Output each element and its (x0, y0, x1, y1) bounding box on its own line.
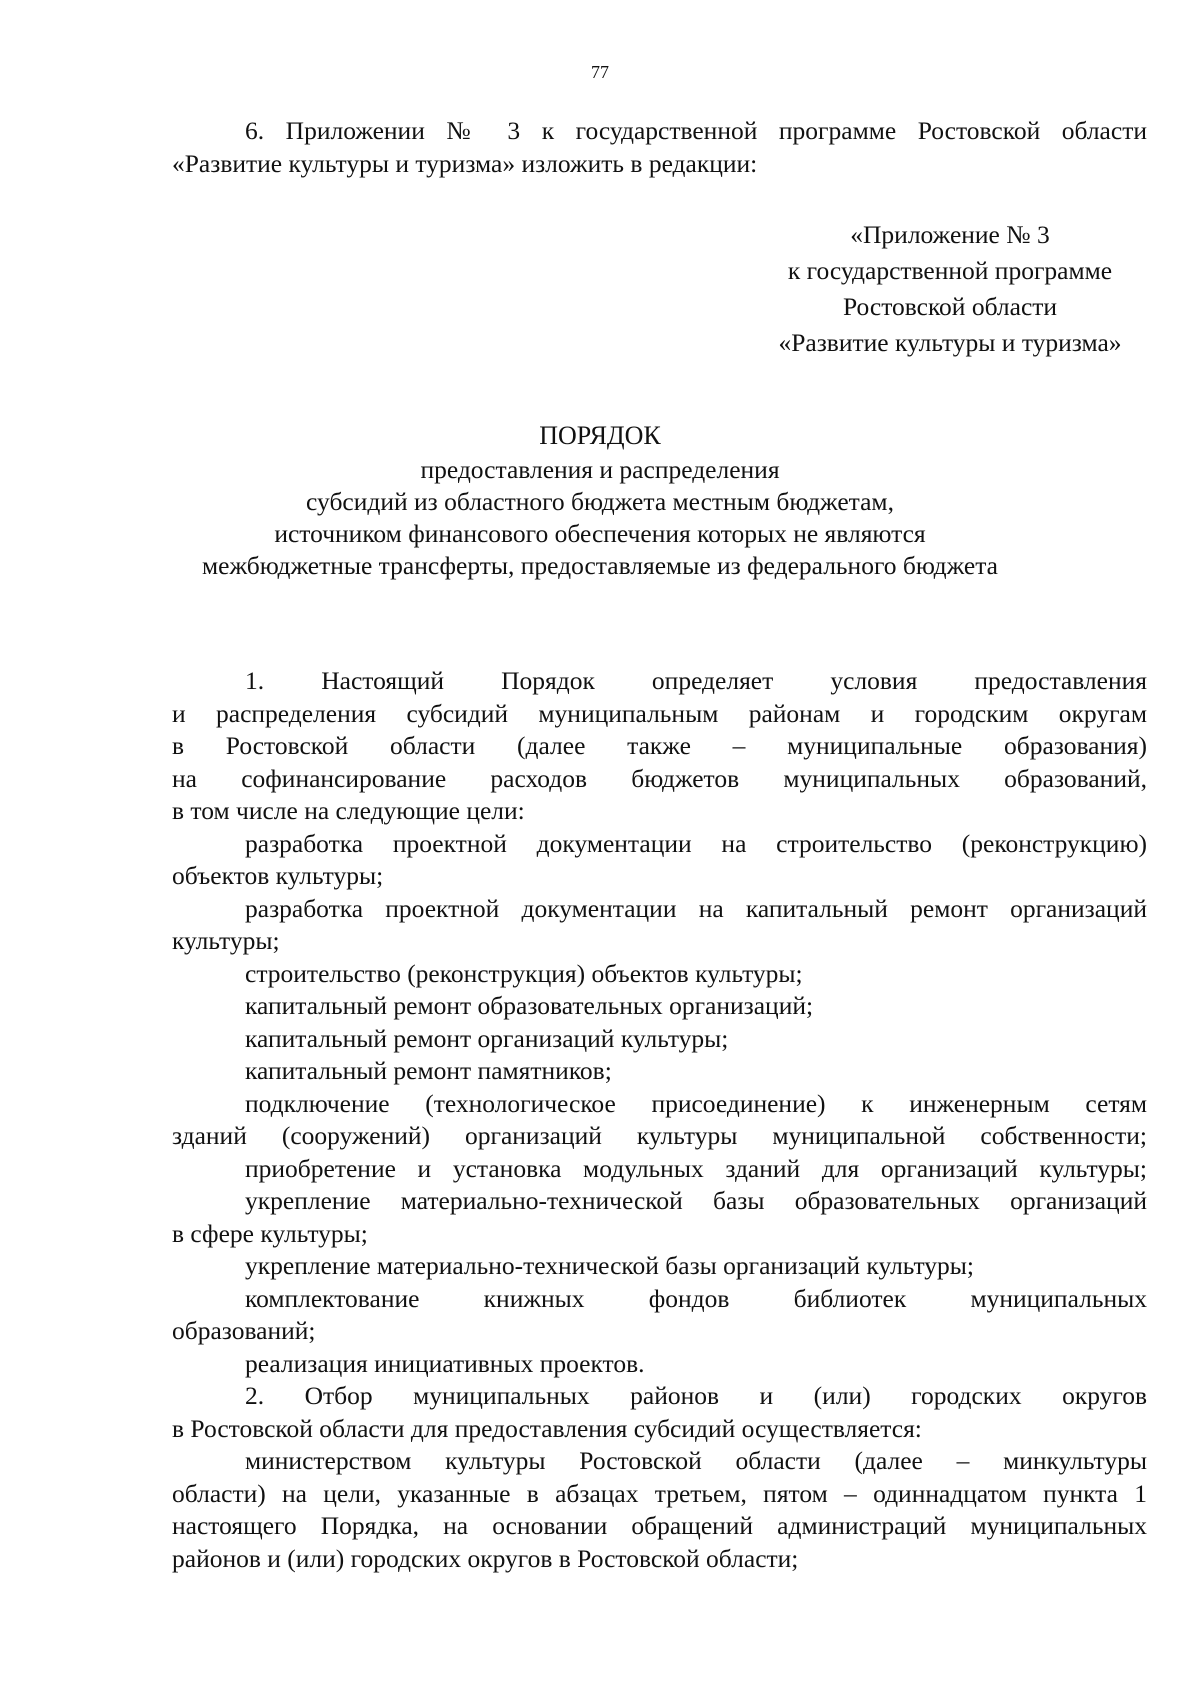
body-line: в Ростовской области (далее также – муниципальные образования) (172, 731, 1147, 760)
title-heading: ПОРЯДОК (539, 421, 661, 450)
body-line: в том числе на следующие цели: (172, 796, 525, 825)
intro-paragraph (172, 115, 1147, 180)
body-line: капитальный ремонт организаций культуры; (245, 1023, 729, 1053)
body-line: области) на цели, указанные в абзацах третьем, пятом – одиннадцатом пункта 1 (172, 1478, 1147, 1508)
body-text (172, 665, 1147, 1575)
body-line: 1. Настоящий Порядок определяет условия предоставления (245, 666, 1147, 695)
body-line: капитальный ремонт образовательных организаций; (245, 991, 814, 1020)
body-line: культуры; (172, 926, 280, 955)
page-number: 77 (591, 62, 609, 82)
body-line: объектов культуры; (172, 861, 384, 890)
appendix-line: «Приложение № 3 (850, 220, 1050, 249)
body-line: приобретение и установка модульных зданий для организаций культуры; (245, 1153, 1147, 1183)
body-line: и распределения субсидий муниципальным районам и городским округам (172, 698, 1147, 728)
body-line: зданий (сооружений) организаций культуры муниципальной собственности; (172, 1121, 1147, 1150)
body-line: на софинансирование расходов бюджетов муниципальных образований, (172, 763, 1147, 793)
body-line: министерством культуры Ростовской области (далее – минкультуры (245, 1446, 1147, 1475)
body-line: 2. Отбор муниципальных районов и (или) городских округов (245, 1381, 1147, 1410)
body-line: капитальный ремонт памятников; (245, 1056, 612, 1085)
body-line: в сфере культуры; (172, 1218, 368, 1248)
body-line: разработка проектной документации на строительство (реконструкцию) (245, 828, 1147, 858)
body-line: подключение (технологическое присоединение) к инженерным сетям (245, 1088, 1147, 1118)
body-line: в Ростовской области для предоставления субсидий осуществляется: (172, 1413, 922, 1443)
body-line: реализация инициативных проектов. (245, 1348, 645, 1378)
body-line: настоящего Порядка, на основании обращений администраций муниципальных (172, 1511, 1147, 1540)
body-line: районов и (или) городских округов в Ростовской области; (172, 1543, 799, 1573)
appendix-header (740, 217, 1160, 361)
body-line: комплектование книжных фондов библиотек муниципальных (245, 1283, 1147, 1313)
body-line: разработка проектной документации на капитальный ремонт организаций (245, 893, 1147, 923)
intro-line: 6. Приложении № 3 к государственной программе Ростовской области (245, 116, 1147, 145)
appendix-line: к государственной программе (787, 256, 1113, 285)
body-line: укрепление материально-технической базы организаций культуры; (245, 1251, 974, 1280)
body-line: укрепление материально-технической базы образовательных организаций (245, 1186, 1147, 1215)
title-line: предоставления и распределения (420, 455, 780, 484)
appendix-line: Ростовской области (842, 292, 1058, 321)
intro-line: «Развитие культуры и туризма» изложить в редакции: (172, 148, 758, 178)
title-line: источником финансового обеспечения которых не являются (274, 519, 926, 548)
title-line: субсидий из областного бюджета местным бюджетам, (306, 487, 894, 516)
title-line: межбюджетные трансферты, предоставляемые из федерального бюджета (202, 551, 998, 580)
document-title (100, 420, 1100, 582)
appendix-line: «Развитие культуры и туризма» (778, 328, 1122, 357)
body-line: строительство (реконструкция) объектов культуры; (245, 958, 803, 988)
body-line: образований; (172, 1316, 316, 1345)
